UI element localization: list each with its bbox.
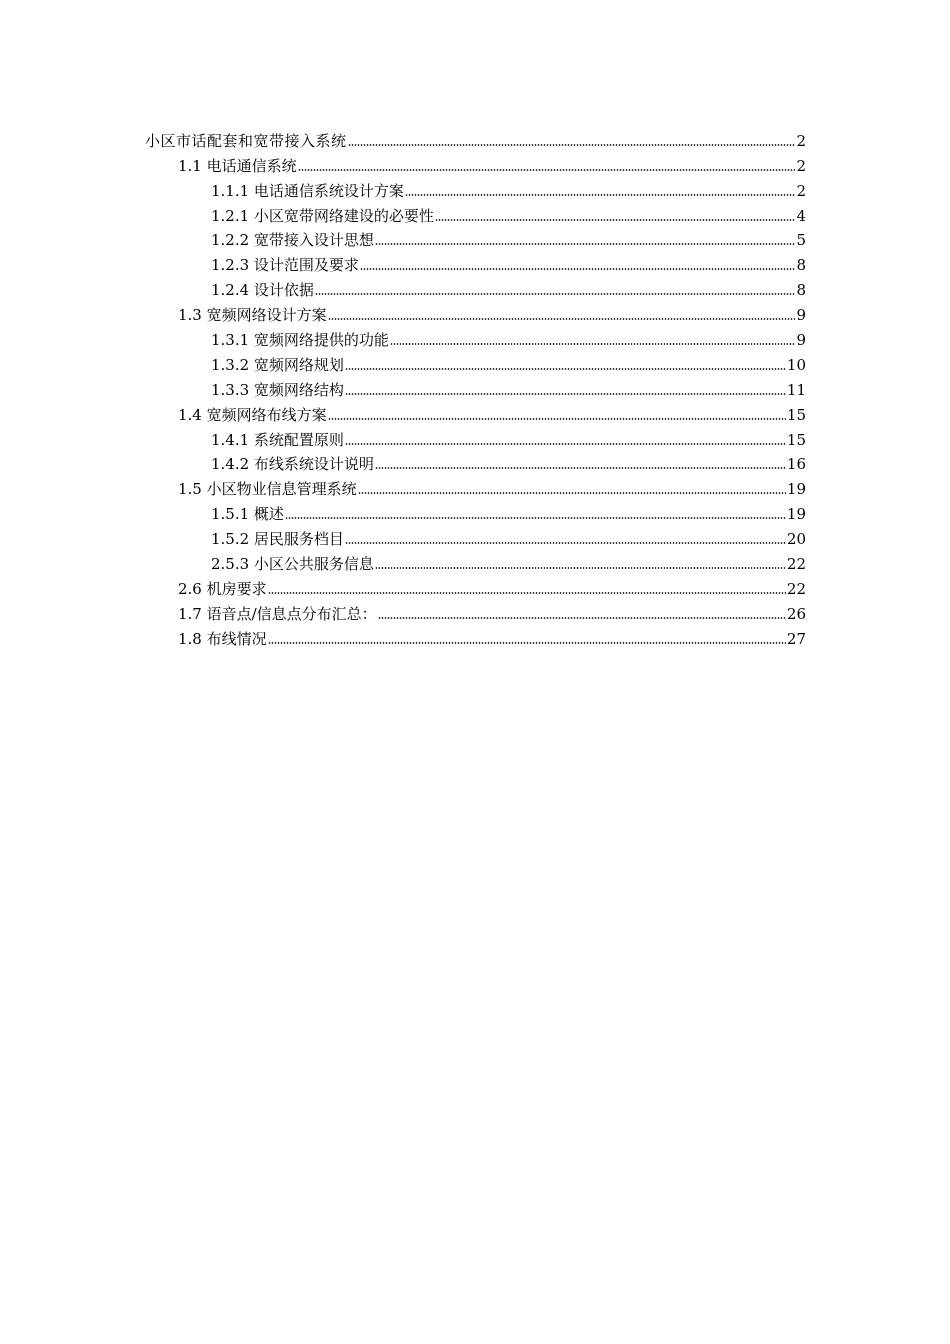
toc-entry-page: 10: [786, 355, 806, 374]
toc-entry-title: 1.3.3 宽频网络结构: [211, 380, 344, 399]
toc-dot-leader: [405, 194, 796, 196]
toc-entry[interactable]: [0, 573, 950, 598]
toc-entry-title: 1.4.2 布线系统设计说明: [211, 455, 374, 474]
toc-entry-title: 2.5.3 小区公共服务信息: [211, 555, 374, 574]
toc-dot-leader: [360, 268, 796, 270]
toc-entry-title: 1.3.1 宽频网络提供的功能: [211, 331, 389, 350]
toc-dot-leader: [345, 443, 786, 445]
toc-entry-page: 22: [786, 555, 806, 574]
toc-entry-title: 2.6 机房要求: [178, 579, 267, 598]
toc-entry-title: 1.1 电话通信系统: [178, 156, 297, 175]
toc-entry-title: 1.5 小区物业信息管理系统: [178, 480, 357, 499]
toc-dot-leader: [435, 219, 796, 221]
toc-dot-leader: [375, 243, 796, 245]
toc-entry[interactable]: [0, 548, 950, 573]
toc-entry[interactable]: [0, 598, 950, 623]
toc-entry[interactable]: [0, 150, 950, 175]
toc-entry-page: 9: [796, 331, 806, 350]
toc-entry-title: 1.5.1 概述: [211, 505, 284, 524]
toc-entry-page: 19: [786, 505, 806, 524]
toc-entry-page: 22: [786, 579, 806, 598]
toc-entry-title: 1.2.4 设计依据: [211, 281, 314, 300]
toc-entry[interactable]: [0, 249, 950, 274]
toc-entry[interactable]: [0, 125, 950, 150]
toc-dot-leader: [348, 144, 796, 146]
toc-entry-page: 2: [796, 156, 806, 175]
toc-dot-leader: [268, 592, 786, 594]
toc-dot-leader: [298, 169, 796, 171]
toc-dot-leader: [328, 418, 786, 420]
toc-entry-title: 1.8 布线情况: [178, 629, 267, 648]
toc-entry-page: 11: [786, 380, 806, 399]
toc-dot-leader: [378, 617, 786, 619]
toc-entry-page: 9: [796, 306, 806, 325]
toc-dot-leader: [285, 517, 786, 519]
toc-dot-leader: [328, 318, 796, 320]
toc-entry-title: 1.3.2 宽频网络规划: [211, 355, 344, 374]
toc-entry-page: 8: [796, 256, 806, 275]
toc-entry-page: 15: [786, 405, 806, 424]
toc-entry-page: 27: [786, 629, 806, 648]
toc-entry[interactable]: [0, 225, 950, 250]
toc-entry-page: 5: [796, 231, 806, 250]
toc-entry[interactable]: [0, 175, 950, 200]
toc-entry[interactable]: [0, 374, 950, 399]
toc-entry[interactable]: [0, 498, 950, 523]
toc-entry[interactable]: [0, 349, 950, 374]
toc-entry[interactable]: [0, 623, 950, 648]
toc-dot-leader: [375, 567, 786, 569]
table-of-contents: [0, 125, 950, 648]
toc-entry[interactable]: [0, 399, 950, 424]
toc-entry[interactable]: [0, 274, 950, 299]
toc-entry-title: 1.1.1 电话通信系统设计方案: [211, 181, 404, 200]
toc-entry-page: 4: [796, 206, 806, 225]
toc-entry-title: 1.5.2 居民服务档目: [211, 530, 344, 549]
toc-entry-title: 1.2.2 宽带接入设计思想: [211, 231, 374, 250]
toc-entry-title: 1.4.1 系统配置原则: [211, 430, 344, 449]
toc-dot-leader: [375, 467, 786, 469]
toc-entry-page: 8: [796, 281, 806, 300]
toc-entry[interactable]: [0, 424, 950, 449]
toc-entry-page: 2: [796, 181, 806, 200]
toc-entry[interactable]: [0, 299, 950, 324]
toc-entry-title: 1.2.1 小区宽带网络建设的必要性: [211, 206, 434, 225]
toc-entry[interactable]: [0, 523, 950, 548]
toc-dot-leader: [358, 492, 786, 494]
toc-entry-page: 2: [796, 131, 806, 150]
toc-entry-title: 1.7 语音点/信息点分布汇总：: [178, 604, 377, 623]
toc-dot-leader: [390, 343, 796, 345]
toc-entry-page: 26: [786, 604, 806, 623]
toc-dot-leader: [345, 368, 786, 370]
toc-dot-leader: [268, 642, 786, 644]
toc-entry-title: 1.3 宽频网络设计方案: [178, 306, 327, 325]
toc-dot-leader: [345, 393, 786, 395]
toc-entry-title: 1.2.3 设计范围及要求: [211, 256, 359, 275]
toc-entry[interactable]: [0, 449, 950, 474]
toc-entry[interactable]: [0, 324, 950, 349]
toc-entry[interactable]: [0, 200, 950, 225]
toc-entry-page: 19: [786, 480, 806, 499]
toc-dot-leader: [315, 293, 796, 295]
toc-entry-title: 小区市话配套和宽带接入系统: [145, 131, 347, 150]
toc-entry-title: 1.4 宽频网络布线方案: [178, 405, 327, 424]
toc-entry[interactable]: [0, 473, 950, 498]
toc-entry-page: 16: [786, 455, 806, 474]
toc-entry-page: 20: [786, 530, 806, 549]
toc-dot-leader: [345, 542, 786, 544]
toc-entry-page: 15: [786, 430, 806, 449]
